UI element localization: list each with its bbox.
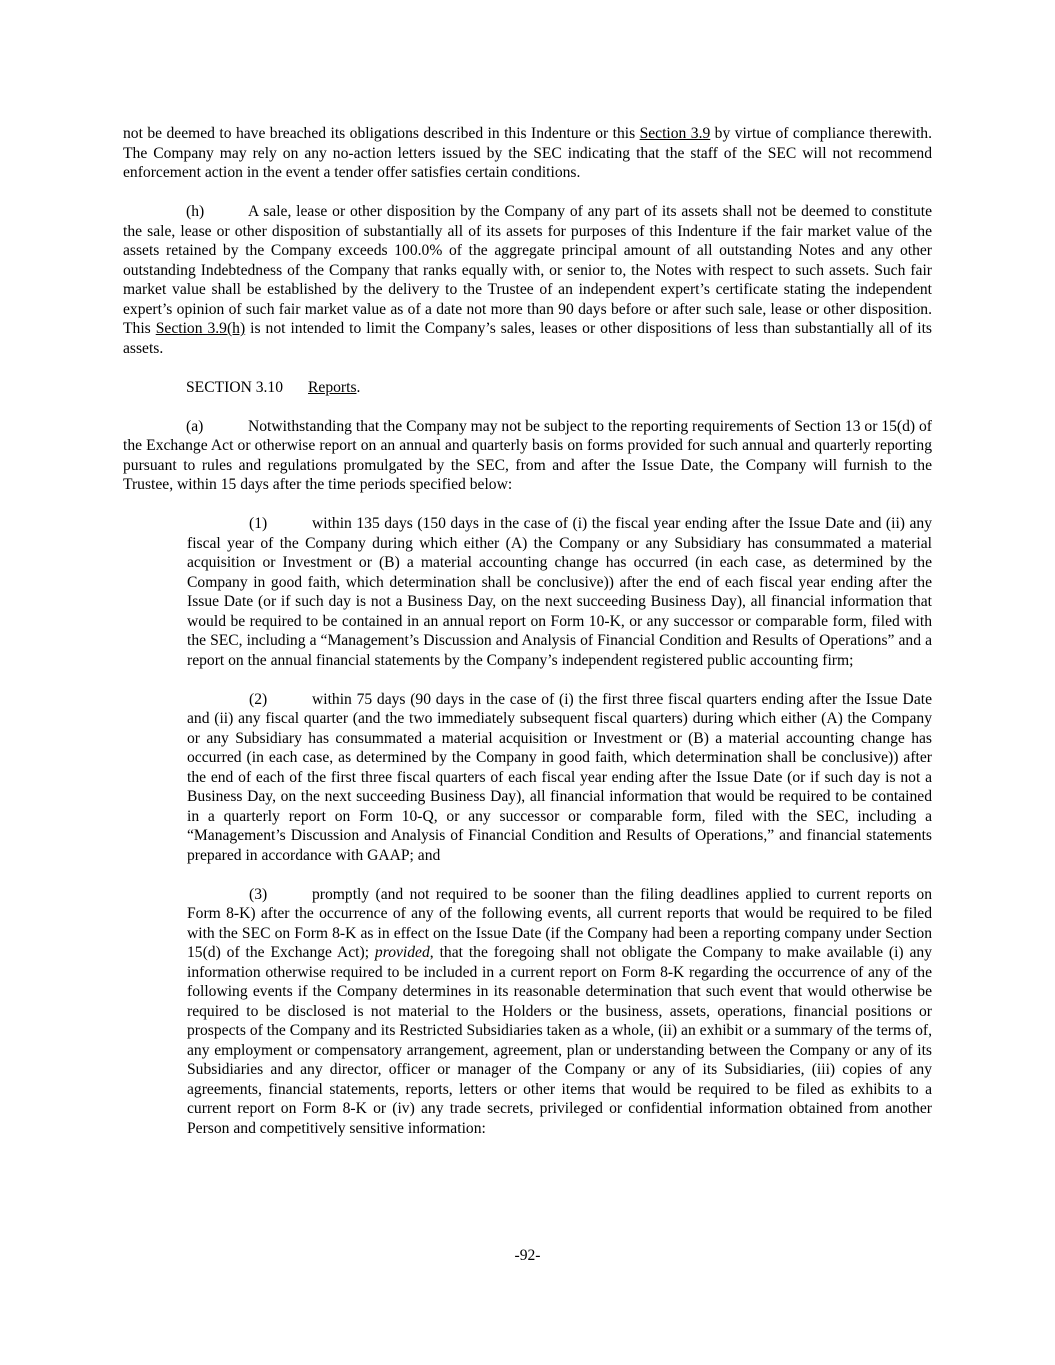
text-run: by virtue of compliance therewith. The Company may rely on any no-action letters issued by the SEC indicating that the staff of the SEC will not recommend enforcement action in the event a tender offer satisfies certain conditions.	[123, 125, 932, 181]
section-title-period: .	[356, 378, 361, 396]
text-run: Notwithstanding that the Company may not be subject to the reporting requirements of Section 13 or 15(d) of the Exchange Act or otherwise report on an annual and quarterly basis on forms provided for such annual and quarterly reporting pursuant to rules and regulations promulgated by the SEC, from and after the Issue Date, the Company will furnish to the Trustee, within 15 days after the time periods specified below:	[123, 417, 932, 493]
text-run: promptly (and not required to be sooner than the filing deadlines applied to current reports on Form 8-K) after the occurrence of any of the following events, all current reports that would be required to be filed with the SEC on Form 8-K as in effect on the Issue Date (if the Company had been a reporting company under Section 15(d) of the Exchange Act);	[187, 885, 932, 961]
text-run: not be deemed to have breached its obligations described in this Indenture or this	[123, 125, 640, 142]
paragraph-label: (h)	[186, 203, 205, 220]
list-item-label: (1)	[249, 515, 268, 532]
section-number: SECTION 3.10	[186, 378, 284, 396]
text-run: is not intended to limit the Company’s sales, leases or other dispositions of less than substantially all of its assets.	[123, 320, 932, 357]
list-item-3	[187, 885, 932, 1139]
text-run: , that the foregoing shall not obligate the Company to make available (i) any information otherwise required to be included in a current report on Form 8-K regarding the occurrence of any of the following events if the Company determines in its reasonable determination that such event that would otherwise be required to be disclosed is not material to the Holders or the business, assets, operations, financial positions or prospects of the Company and its Restricted Subsidiaries taken as a whole, (ii) an exhibit or a summary of the terms of, any employment or compensatory arrangement, agreement, plan or understanding between the Company or any of its Subsidiaries and any director, officer or manager of the Company or any of its Subsidiaries, (iii) copies of any agreements, financial statements, reports, letters or other items that would be required to be filed as exhibits to a current report on Form 8-K or (iv) any trade secrets, privileged or confidential information obtained from another Person and competitively sensitive information:	[187, 944, 932, 1137]
list-item-label: (2)	[249, 690, 268, 708]
text-run: A sale, lease or other disposition by the Company of any part of its assets shall not be deemed to constitute the sale, lease or other disposition of substantially all of its assets for purposes of this Indenture if the fair market value of the assets retained by the Company exceeds 100.0% of the aggregate principal amount of all outstanding Notes and any other outstanding Indebtedness of the Company that ranks equally with, or senior to, the Notes with respect to such assets. Such fair market value shall be established by the delivery to the Trustee of an independent expert’s certificate stating the independent expert’s opinion of such fair market value as of a date not more than 90 days before or after such sale, lease or other disposition. This	[123, 203, 932, 337]
list-item-1	[187, 514, 932, 670]
text-run: within 75 days (90 days in the case of (i) the first three fiscal quarters ending after the Issue Date and (ii) any fiscal quarter (and the two immediately subsequent fiscal quarters) during which either (A) the Company or any Subsidiary has consummated a material acquisition or Investment or (B) a material accounting change has occurred (in each case, as determined by the Company in good faith, which determination shall be conclusive)) after the end of each of the first three fiscal quarters of each fiscal year ending after the Issue Date (or if such day is not a Business Day, on the next succeeding Business Day), all financial information that would be required to be contained in a quarterly report on Form 10-Q, or any successor or comparable form, filed with the SEC, including a “Management’s Discussion and Analysis of Financial Condition and Results of Operations,” and financial statements prepared in accordance with GAAP; and	[187, 690, 932, 864]
paragraph-a	[123, 417, 932, 495]
defined-term-provided: provided	[374, 944, 430, 961]
section-reference: Section 3.9(h)	[155, 320, 246, 337]
text-run: within 135 days (150 days in the case of (i) the fiscal year ending after the Issue Date and (ii) any fiscal year of the Company during which either (A) the Company or any Subsidiary has consummated a material acquisition or Investment or (B) a material accounting change has occurred (in each case, as determined by the Company in good faith, which determination shall be conclusive)) after the end of each fiscal year ending after the Issue Date (or if such day is not a Business Day, on the next succeeding Business Day), all financial information that would be required to be contained in an annual report on Form 10-K, or any successor or comparable form, filed with the SEC, including a “Management’s Discussion and Analysis of Financial Condition and Results of Operations” and a report on the annual financial statements by the Company’s independent registered public accounting firm;	[187, 515, 932, 669]
section-reference: Section 3.9	[639, 125, 711, 142]
paragraph-continuation	[123, 124, 932, 183]
document-content	[123, 124, 932, 1138]
page-number: -92-	[514, 1247, 541, 1264]
section-title: Reports	[308, 378, 357, 396]
list-item-2	[187, 690, 932, 866]
paragraph-label: (a)	[186, 417, 204, 435]
section-heading	[123, 378, 932, 398]
list-item-label: (3)	[249, 885, 268, 903]
paragraph-h	[123, 202, 932, 358]
